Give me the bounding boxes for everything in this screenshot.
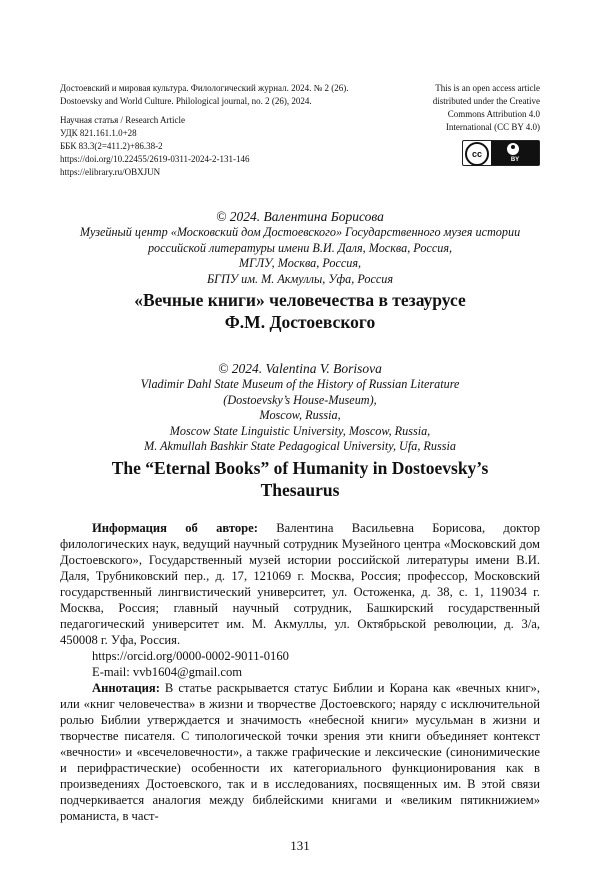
orcid-link[interactable]: https://orcid.org/0000-0002-9011-0160 <box>92 649 289 663</box>
journal-title-en: Dostoevsky and World Culture. Philological journal, no. 2 (26), 2024. <box>60 96 312 106</box>
affiliation-line: Vladimir Dahl State Museum of the History of Russian Literature <box>140 377 460 391</box>
author-copyright-en: © 2024. Valentina V. Borisova <box>218 361 382 376</box>
article-title-ru: «Вечные книги» человечества в тезаурусе Ф.М. Достоевского <box>134 290 466 332</box>
email-address[interactable]: E-mail: vvb1604@gmail.com <box>92 665 243 679</box>
bibliographic-info <box>60 82 390 179</box>
udk-code: УДК 821.161.1.0+28 <box>60 128 137 138</box>
doi-link[interactable]: https://doi.org/10.22455/2619-0311-2024-2-131-146 <box>60 154 250 164</box>
affiliation-line: (Dostoevsky’s House-Museum), <box>223 392 377 407</box>
author-copyright-ru: © 2024. Валентина Борисова <box>216 209 384 224</box>
person-icon <box>507 143 519 155</box>
journal-title-ru: Достоевский и мировая культура. Филологический журнал. 2024. № 2 (26). <box>60 83 349 93</box>
russian-title-block <box>60 208 540 333</box>
affiliation-line: российской литературы имени В.И. Даля, Москва, Россия, <box>147 240 453 255</box>
cc-logo-icon: cc <box>465 142 489 166</box>
license-line: distributed under the Creative <box>432 96 540 106</box>
article-title-en: The “Eternal Books” of Humanity in Dostoevsky’s Thesaurus <box>111 457 489 500</box>
english-title-block <box>60 360 540 501</box>
license-info <box>385 82 540 170</box>
author-info-paragraph <box>60 520 540 648</box>
abstract-text: В статье раскрывается статус Библии и Корана как «вечных книг», или «книг человечества» в жизни и творчестве Достоевского; наряду с исключительной ролью Библии утверждается и значимость «небесной книги» мусульман в жизни и творчестве писателя. С типологической точки зрения эти книги объединяет контекст «вечности» и «всечеловечности», а также графические и лексические (синонимические и перифрастические) особенности их категориального функционирования как в произведениях Достоевского, так и в исследованиях, посвященных им. В этой связи подчеркивается аналогия между библейскими книгами и «великим пятикнижием» романиста, в част- <box>60 681 540 823</box>
abstract-paragraph <box>60 680 540 824</box>
article-body <box>60 520 540 824</box>
license-line: Commons Attribution 4.0 <box>447 109 540 119</box>
affiliation-line: Moscow, Russia, <box>259 408 341 422</box>
affiliation-line: БГПУ им. М. Акмуллы, Уфа, Россия <box>206 271 394 286</box>
author-info-label: Информация об авторе: <box>92 521 258 535</box>
license-line: International (CC BY 4.0) <box>445 122 540 132</box>
by-attribution-icon: BY <box>491 141 539 165</box>
author-info-text: Валентина Васильевна Борисова, доктор филологических наук, ведущий научный сотрудник Музейного центра «Московский дом Достоевского», Государственный музей истории российской литературы имени В.И. Даля, Трубниковский пер., д. 17, 121069 г. Москва, Россия; профессор, Московский государственный лингвистический университет, ул. Остоженка, д. 38, с. 1, 119034 г. Москва, Россия; главный научный сотрудник, Башкирский государственный педагогический университет им. М. Акмуллы, ул. Октябрьской революции, д. 3/а, 450008 г. Уфа, Россия. <box>60 521 540 647</box>
license-line: This is an open access article <box>435 83 540 93</box>
article-type: Научная статья / Research Article <box>60 115 185 125</box>
page-number: 131 <box>290 838 310 853</box>
affiliation-line: M. Akmullah Bashkir State Pedagogical University, Ufa, Russia <box>144 439 456 453</box>
bbk-code: ББК 83.3(2=411.2)+86.38-2 <box>60 141 163 151</box>
abstract-label: Аннотация: <box>92 681 160 695</box>
affiliation-line: Музейный центр «Московский дом Достоевского» Государственного музея истории <box>79 225 521 239</box>
cc-by-license-badge[interactable] <box>462 140 540 166</box>
affiliation-line: Moscow State Linguistic University, Moscow, Russia, <box>169 423 431 438</box>
elibrary-link[interactable]: https://elibrary.ru/OBXJUN <box>60 167 161 177</box>
affiliation-line: МГЛУ, Москва, Россия, <box>238 256 362 270</box>
